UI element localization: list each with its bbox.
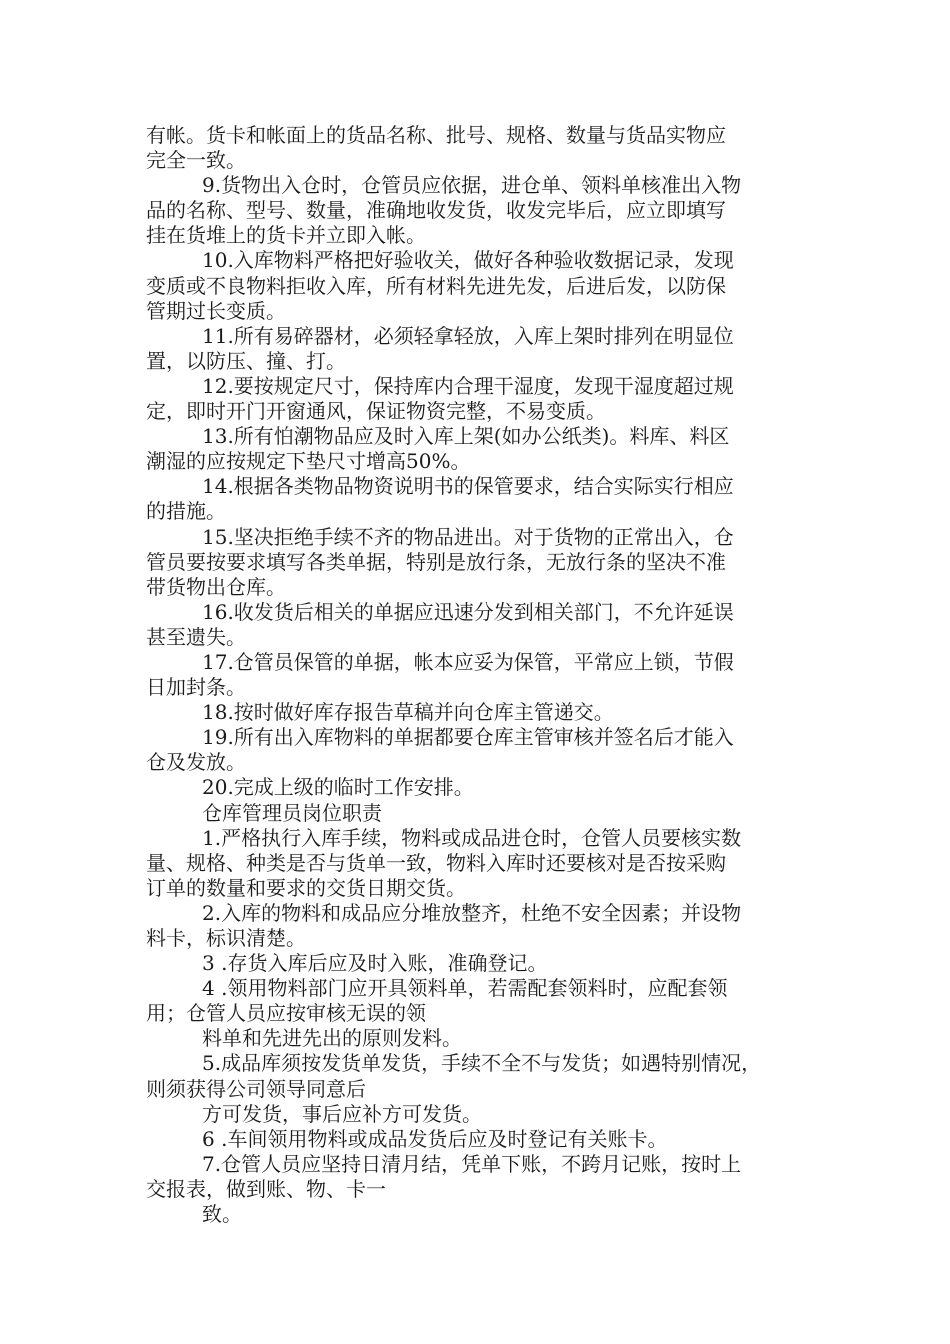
text-line: 16.收发货后相关的单据应迅速分发到相关部门，不允许延误: [202, 599, 734, 624]
text-line: 19.所有出入库物料的单据都要仓库主管审核并签名后才能入: [202, 725, 734, 750]
text-line: 定，即时开门开窗通风，保证物资完整，不易变质。: [146, 399, 606, 424]
text-line: 置，以防压、撞、打。: [146, 348, 346, 373]
text-line: 潮湿的应按规定下垫尺寸增高50%。: [146, 449, 471, 474]
text-line: 仓及发放。: [146, 750, 246, 775]
text-line: 方可发货，事后应补方可发货。: [202, 1101, 482, 1126]
text-line: 1.严格执行入库手续，物料或成品进仓时，仓管人员要核实数: [202, 825, 742, 850]
text-line: 12.要按规定尺寸，保持库内合理干湿度，发现干湿度超过规: [202, 373, 734, 398]
text-line: 3 .存货入库后应及时入账，准确登记。: [202, 951, 548, 976]
text-line: 管期过长变质。: [146, 298, 286, 323]
text-line: 订单的数量和要求的交货日期交货。: [146, 875, 466, 900]
document-body: [146, 123, 808, 1227]
text-line: 料卡，标识清楚。: [146, 926, 306, 950]
text-line: 6 .车间领用物料或成品发货后应及时登记有关账卡。: [202, 1126, 668, 1151]
text-line: 交报表，做到账、物、卡一: [146, 1176, 386, 1201]
text-line: 有帐。货卡和帐面上的货品名称、批号、规格、数量与货品实物应: [146, 123, 726, 147]
text-line: 管员要按要求填写各类单据，特别是放行条，无放行条的坚决不准: [146, 549, 726, 574]
section-heading: 仓库管理员岗位职责: [202, 800, 382, 825]
text-line: 10.入库物料严格把好验收关，做好各种验收数据记录，发现: [202, 248, 734, 273]
text-line: 5.成品库须按发货单发货，手续不全不与发货；如遇特别情况，: [202, 1051, 762, 1076]
text-line: 完全一致。: [146, 148, 246, 173]
text-line: 4 .领用物料部门应开具领料单，若需配套领料时，应配套领: [202, 976, 728, 1001]
text-line: 20.完成上级的临时工作安排。: [202, 775, 474, 800]
text-line: 17.仓管员保管的单据，帐本应妥为保管，平常应上锁，节假: [202, 649, 734, 674]
text-line: 15.坚决拒绝手续不齐的物品进出。对于货物的正常出入，仓: [202, 524, 734, 549]
text-line: 13.所有怕潮物品应及时入库上架(如办公纸类)。料库、料区: [202, 424, 730, 449]
text-line: 日加封条。: [146, 675, 246, 700]
text-line: 量、规格、种类是否与货单一致，物料入库时还要核对是否按采购: [146, 850, 726, 875]
text-line: 14.根据各类物品物资说明书的保管要求，结合实际实行相应: [202, 474, 734, 499]
text-line: 2.入库的物料和成品应分堆放整齐，杜绝不安全因素；并设物: [202, 900, 742, 925]
text-line: 挂在货堆上的货卡并立即入帐。: [146, 223, 426, 248]
text-line: 品的名称、型号、数量，准确地收发货，收发完毕后，应立即填写: [146, 198, 726, 223]
text-line: 的措施。: [146, 499, 226, 524]
text-line: 9.货物出入仓时，仓管员应依据，进仓单、领料单核准出入物: [202, 173, 742, 198]
text-line: 7.仓管人员应坚持日清月结，凭单下账，不跨月记账，按时上: [202, 1151, 742, 1176]
text-line: 带货物出仓库。: [146, 574, 286, 599]
text-line: 11.所有易碎器材，必须轻拿轻放，入库上架时排列在明显位: [202, 323, 734, 348]
text-line: 变质或不良物料拒收入库，所有材料先进先发，后进后发，以防保: [146, 273, 726, 298]
text-line: 则须获得公司领导同意后: [146, 1076, 366, 1101]
text-line: 甚至遗失。: [146, 624, 246, 649]
text-line: 致。: [202, 1202, 242, 1227]
text-line: 18.按时做好库存报告草稿并向仓库主管递交。: [202, 700, 614, 725]
text-line: 用；仓管人员应按审核无误的领: [146, 1001, 426, 1026]
text-line: 料单和先进先出的原则发料。: [202, 1026, 462, 1051]
